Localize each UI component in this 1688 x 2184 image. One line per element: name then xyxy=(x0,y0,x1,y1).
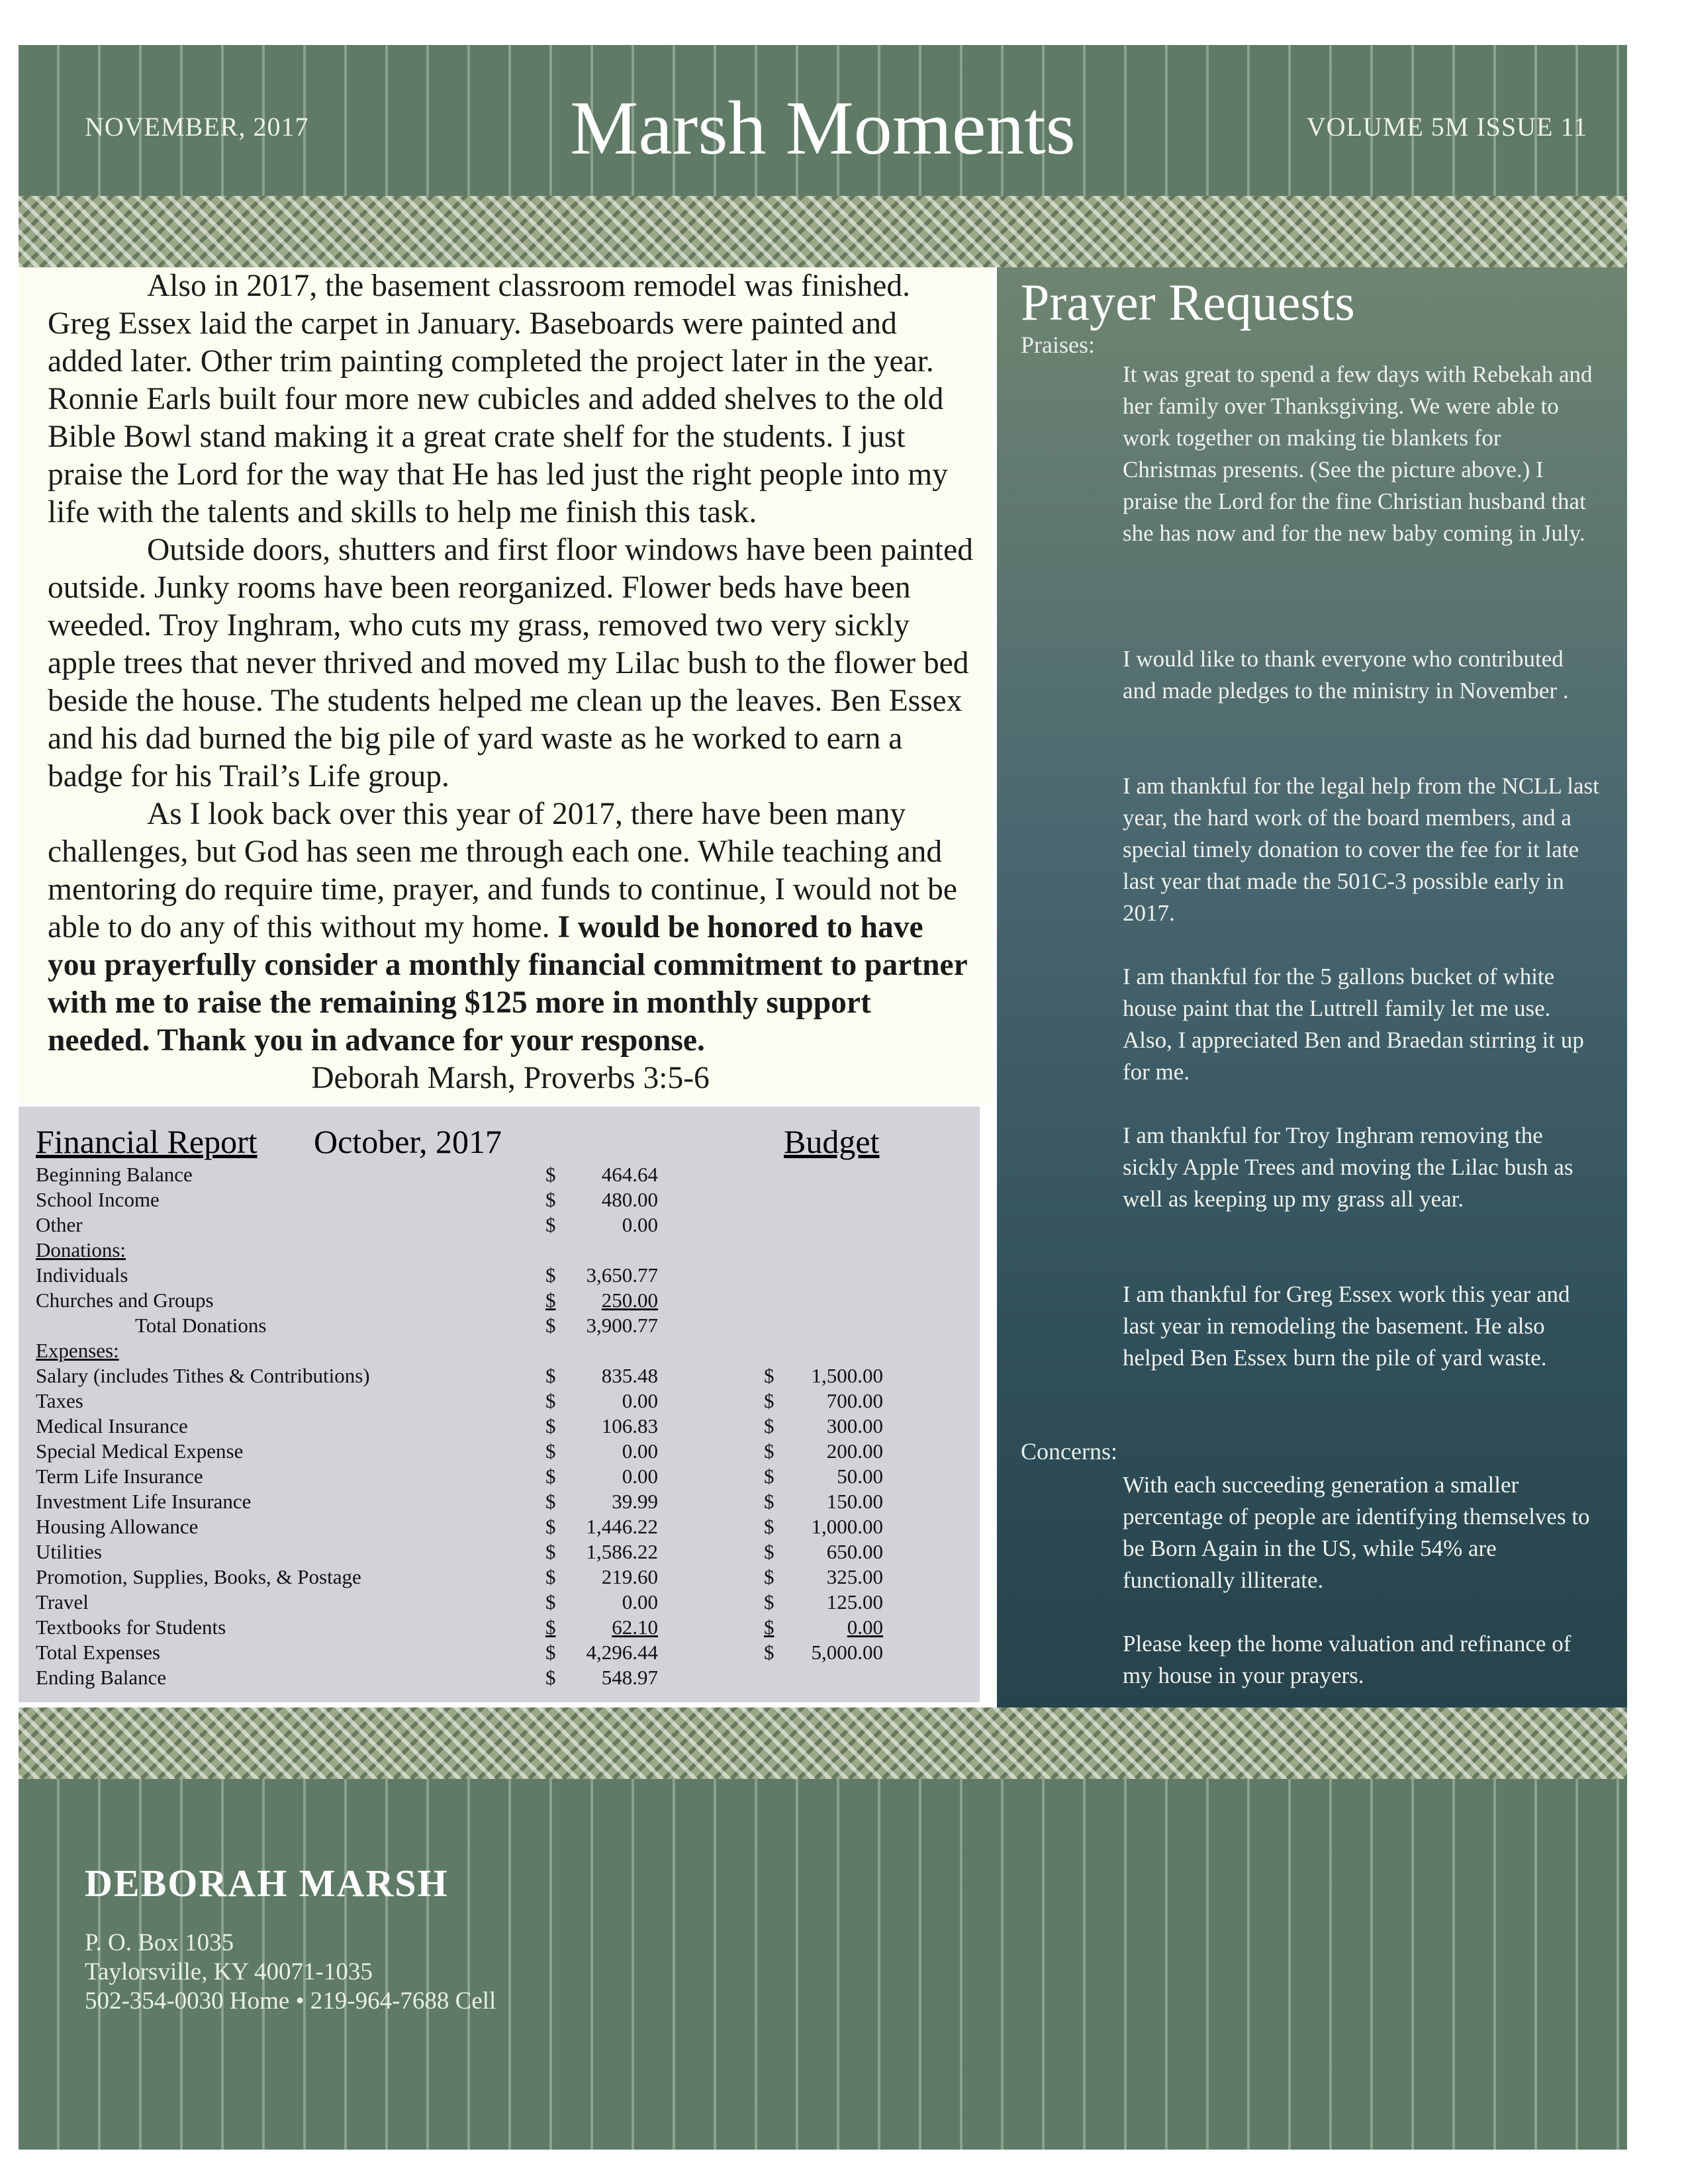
financial-row xyxy=(36,1338,962,1363)
financial-row-budget: 150.00 xyxy=(826,1490,883,1513)
dollar-sign: $ xyxy=(545,1515,556,1538)
financial-row-label: Investment Life Insurance xyxy=(36,1490,252,1513)
financial-report-period: October, 2017 xyxy=(314,1123,502,1160)
financial-report-label: Financial Report xyxy=(36,1123,258,1160)
address-line: P. O. Box 1035 xyxy=(85,1929,234,1956)
financial-row-label: Housing Allowance xyxy=(36,1515,199,1538)
dollar-sign: $ xyxy=(545,1414,556,1437)
dollar-sign: $ xyxy=(764,1490,774,1513)
financial-row xyxy=(36,1665,962,1690)
financial-row xyxy=(36,1640,962,1665)
dollar-sign: $ xyxy=(764,1515,774,1538)
article-paragraph xyxy=(48,796,973,1060)
financial-row xyxy=(36,1313,962,1338)
prayer-requests-sidebar xyxy=(997,267,1627,1707)
dollar-sign: $ xyxy=(545,1615,556,1639)
financial-row-amount: 1,586.22 xyxy=(586,1540,658,1563)
financial-row-amount: 106.83 xyxy=(601,1414,658,1437)
financial-row-label: Other xyxy=(36,1213,83,1236)
financial-row-amount: 39.99 xyxy=(612,1490,658,1513)
phone-numbers: 502-354-0030 Home • 219-964-7688 Cell xyxy=(85,1987,496,2015)
financial-row xyxy=(36,1615,962,1640)
financial-row-budget: 300.00 xyxy=(826,1414,883,1437)
financial-row-label: Travel xyxy=(36,1590,89,1614)
financial-row xyxy=(36,1388,962,1414)
dollar-sign: $ xyxy=(545,1490,556,1513)
financial-row-amount: 0.00 xyxy=(622,1439,658,1463)
financial-row-label: Ending Balance xyxy=(36,1666,167,1689)
financial-row-budget: 5,000.00 xyxy=(811,1641,883,1664)
financial-row xyxy=(36,1464,962,1489)
financial-row-amount: 464.64 xyxy=(601,1163,658,1186)
financial-row xyxy=(36,1539,962,1565)
financial-row-label: Salary (includes Tithes & Contributions) xyxy=(36,1364,370,1387)
dollar-sign: $ xyxy=(764,1590,774,1614)
signature: Deborah Marsh, Proverbs 3:5-6 xyxy=(311,1061,710,1095)
dollar-sign: $ xyxy=(545,1314,556,1337)
financial-row-label: Taxes xyxy=(36,1389,83,1412)
address-line: Taylorsville, KY 40071-1035 xyxy=(85,1958,373,1985)
financial-row-label: Term Life Insurance xyxy=(36,1465,203,1488)
financial-row xyxy=(36,1489,962,1514)
financial-row-label: Utilities xyxy=(36,1540,102,1563)
dollar-sign: $ xyxy=(764,1439,774,1463)
dollar-sign: $ xyxy=(764,1414,774,1437)
newsletter-header xyxy=(19,45,1627,196)
financial-row-label: Total Expenses xyxy=(36,1641,161,1664)
financial-row-budget: 50.00 xyxy=(837,1465,883,1488)
dollar-sign: $ xyxy=(764,1364,774,1387)
financial-row-amount: 0.00 xyxy=(622,1465,658,1488)
financial-report xyxy=(19,1107,980,1702)
decorative-band-bottom xyxy=(19,1707,1627,1779)
dollar-sign: $ xyxy=(764,1641,774,1664)
newsletter-title: Marsh Moments xyxy=(570,86,1076,171)
financial-row xyxy=(36,1288,962,1313)
financial-row-label: Churches and Groups xyxy=(36,1289,214,1312)
financial-row-amount: 4,296.44 xyxy=(586,1641,658,1664)
dollar-sign: $ xyxy=(545,1465,556,1488)
financial-row-label: Total Donations xyxy=(135,1314,267,1337)
financial-row-label: Textbooks for Students xyxy=(36,1615,226,1639)
article-paragraph: Outside doors, shutters and first floor windows have been painted outside. Junky rooms have been reorganized. Flower beds have been weeded. Troy Inghram, who cuts my grass, removed two very sickly apple trees that never thrived and moved my Lilac bush to the flower bed beside the house. The students helped me clean up the leaves. Ben Essex and his dad burned the big pile of yard waste as he worked to earn a badge for his Trail’s Life group. xyxy=(48,533,973,794)
appeal-text: I would be honored to have you prayerfully consider a monthly financial commitment to partner with me to raise the remaining $125 more in monthly support needed. Thank you in advance for your response. xyxy=(48,910,967,1058)
dollar-sign: $ xyxy=(545,1666,556,1689)
financial-row xyxy=(36,1439,962,1464)
financial-row xyxy=(36,1162,962,1187)
financial-row-label: Beginning Balance xyxy=(36,1163,193,1186)
financial-row xyxy=(36,1414,962,1439)
footer xyxy=(19,1779,1627,2150)
dollar-sign: $ xyxy=(764,1389,774,1412)
dollar-sign: $ xyxy=(764,1615,774,1639)
financial-row xyxy=(36,1187,962,1212)
dollar-sign: $ xyxy=(764,1565,774,1588)
financial-row-budget: 700.00 xyxy=(826,1389,883,1412)
financial-row-amount: 548.97 xyxy=(601,1666,658,1689)
financial-row-budget: 1,500.00 xyxy=(811,1364,883,1387)
dollar-sign: $ xyxy=(545,1439,556,1463)
praises-label: Praises: xyxy=(1021,332,1095,358)
praise-item: I am thankful for Greg Essex work this year and last year in remodeling the basement. He also helped Ben Essex burn the pile of yard waste. xyxy=(1123,1281,1570,1371)
financial-row-label: Promotion, Supplies, Books, & Postage xyxy=(36,1565,361,1588)
praise-item: I would like to thank everyone who contributed and made pledges to the ministry in November . xyxy=(1123,646,1569,704)
financial-row-amount: 0.00 xyxy=(622,1389,658,1412)
financial-row xyxy=(36,1238,962,1263)
issue-date: NOVEMBER, 2017 xyxy=(85,112,309,142)
financial-row-amount: 62.10 xyxy=(612,1615,658,1639)
financial-row-amount: 3,650.77 xyxy=(586,1263,658,1287)
financial-row-budget: 325.00 xyxy=(826,1565,883,1588)
dollar-sign: $ xyxy=(545,1590,556,1614)
dollar-sign: $ xyxy=(545,1163,556,1186)
financial-row-label: School Income xyxy=(36,1188,160,1211)
dollar-sign: $ xyxy=(545,1213,556,1236)
financial-row-amount: 1,446.22 xyxy=(586,1515,658,1538)
praise-item: I am thankful for Troy Inghram removing the sickly Apple Trees and moving the Lilac bush as well as keeping up my grass all year. xyxy=(1123,1122,1573,1212)
article xyxy=(19,267,992,1103)
financial-row xyxy=(36,1363,962,1388)
dollar-sign: $ xyxy=(545,1289,556,1312)
financial-row-amount: 835.48 xyxy=(601,1364,658,1387)
article-paragraph: Also in 2017, the basement classroom remodel was finished. Greg Essex laid the carpet in January. Baseboards were painted and added later. Other trim painting completed the project later in the year. Ronnie Earls built four more new cubicles and added shelves to the old Bible Bowl stand making it a great crate shelf for the students. I just praise the Lord for the way that He has led just the right people into my life with the talents and skills to help me finish this task. xyxy=(48,269,948,529)
praise-item: It was great to spend a few days with Rebekah and her family over Thanksgiving. We were able to work together on making tie blankets for Christmas presents. (See the picture above.) I praise the Lord for the fine Christian husband that she has now and for the new baby coming in July. xyxy=(1123,361,1593,546)
financial-row-amount: 480.00 xyxy=(601,1188,658,1211)
dollar-sign: $ xyxy=(545,1263,556,1287)
issue-volume: VOLUME 5M ISSUE 11 xyxy=(1306,112,1587,142)
financial-row-budget: 0.00 xyxy=(847,1615,883,1639)
dollar-sign: $ xyxy=(545,1565,556,1588)
financial-row-label: Individuals xyxy=(36,1263,128,1287)
financial-row-budget: 1,000.00 xyxy=(811,1515,883,1538)
dollar-sign: $ xyxy=(764,1465,774,1488)
financial-row-amount: 0.00 xyxy=(622,1590,658,1614)
financial-row-budget: 125.00 xyxy=(826,1590,883,1614)
dollar-sign: $ xyxy=(545,1364,556,1387)
concerns-label: Concerns: xyxy=(1021,1438,1117,1465)
financial-row-amount: 3,900.77 xyxy=(586,1314,658,1337)
financial-report-table xyxy=(36,1162,962,1690)
financial-row-budget: 650.00 xyxy=(826,1540,883,1563)
article-text: As I look back over this year of 2017, there have been many challenges, but God has seen me through each one. While teaching and mentoring do require time, prayer, and funds to continue, I would not be able to do any of this without my home. xyxy=(48,797,957,944)
financial-row xyxy=(36,1565,962,1590)
budget-column-header: Budget xyxy=(784,1123,880,1160)
sidebar-title: Prayer Requests xyxy=(1021,273,1355,331)
financial-row xyxy=(36,1263,962,1288)
dollar-sign: $ xyxy=(545,1389,556,1412)
concern-item: With each succeeding generation a smaller percentage of people are identifying themselves to be Born Again in the US, while 54% are functionally illiterate. xyxy=(1123,1472,1590,1593)
financial-row xyxy=(36,1212,962,1238)
financial-row-budget: 200.00 xyxy=(826,1439,883,1463)
financial-report-header xyxy=(36,1122,962,1162)
financial-row-label: Medical Insurance xyxy=(36,1414,188,1437)
dollar-sign: $ xyxy=(545,1540,556,1563)
dollar-sign: $ xyxy=(764,1540,774,1563)
praise-item: I am thankful for the 5 gallons bucket of white house paint that the Luttrell family let me use. Also, I appreciated Ben and Braedan stirring it up for me. xyxy=(1123,964,1584,1085)
praise-item: I am thankful for the legal help from the NCLL last year, the hard work of the board members, and a special timely donation to cover the fee for it late last year that made the 501C-3 possible early in 2017. xyxy=(1123,773,1599,926)
dollar-sign: $ xyxy=(545,1188,556,1211)
financial-row-amount: 0.00 xyxy=(622,1213,658,1236)
financial-row-label: Expenses: xyxy=(36,1339,119,1362)
financial-row-amount: 219.60 xyxy=(601,1565,658,1588)
concern-item: Please keep the home valuation and refinance of my house in your prayers. xyxy=(1123,1631,1571,1688)
financial-row xyxy=(36,1590,962,1615)
financial-row xyxy=(36,1514,962,1539)
financial-row-label: Special Medical Expense xyxy=(36,1439,244,1463)
author-name: DEBORAH MARSH xyxy=(85,1862,449,1905)
financial-row-amount: 250.00 xyxy=(601,1289,658,1312)
financial-row-label: Donations: xyxy=(36,1238,126,1261)
dollar-sign: $ xyxy=(545,1641,556,1664)
decorative-band-top xyxy=(19,196,1627,267)
